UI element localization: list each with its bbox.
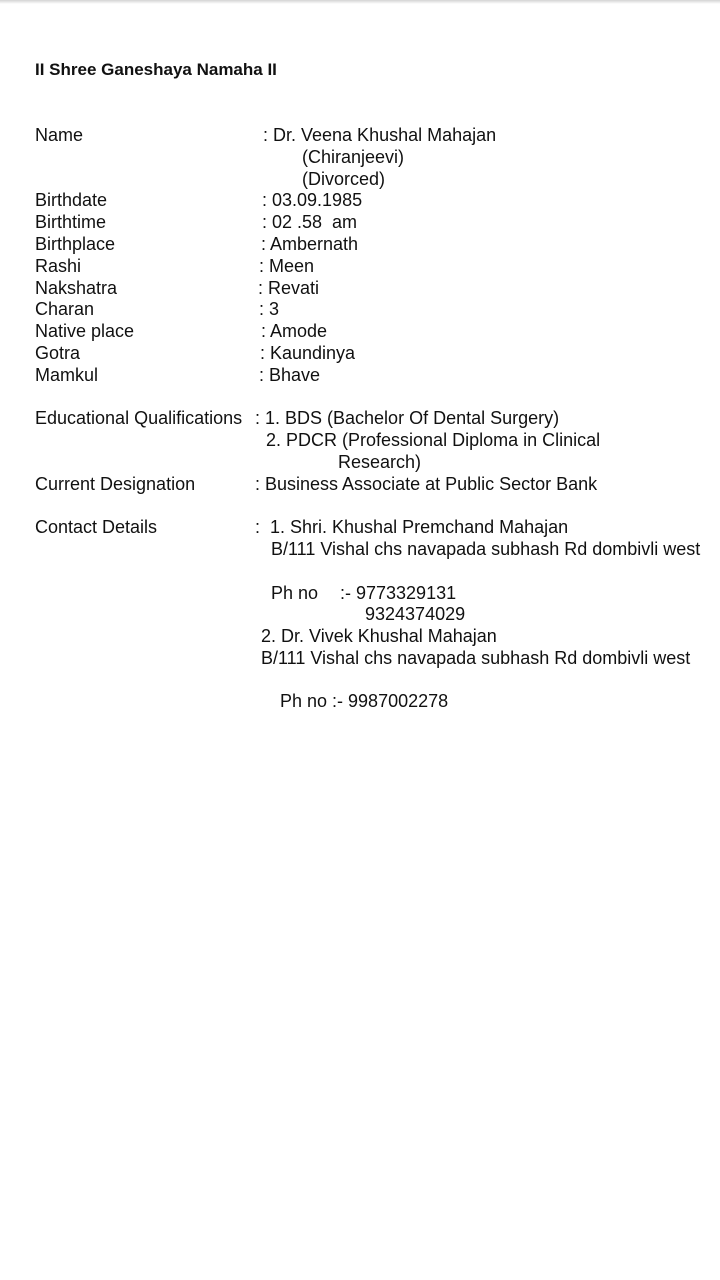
top-edge-shadow [0,0,720,4]
gotra-value: : Kaundinya [260,343,356,363]
charan-value: : 3 [259,299,280,319]
education-item-pdcr-continued: Research) [338,452,422,472]
name-value: : Dr. Veena Khushal Mahajan [263,125,497,145]
charan-label: Charan [35,299,95,319]
birthplace-label: Birthplace [35,234,116,254]
gotra-label: Gotra [35,343,81,363]
rashi-value: : Meen [259,256,315,276]
rashi-label: Rashi [35,256,82,276]
birthtime-value: : 02 .58 am [262,212,358,232]
document-heading: II Shree Ganeshaya Namaha II [35,60,277,79]
contact-label: Contact Details [35,517,158,537]
contact-1-phone-2: 9324374029 [365,604,466,624]
contact-1-phone-label: Ph no [271,583,319,603]
education-item-bds: : 1. BDS (Bachelor Of Dental Surgery) [255,408,560,428]
designation-label: Current Designation [35,474,196,494]
nakshatra-label: Nakshatra [35,278,118,298]
native-place-value: : Amode [261,321,328,341]
name-extra-chiranjeevi: (Chiranjeevi) [302,147,405,167]
birthdate-label: Birthdate [35,190,108,210]
birthtime-label: Birthtime [35,212,107,232]
contact-1-address: B/111 Vishal chs navapada subhash Rd dombivli west [271,539,701,559]
mamkul-label: Mamkul [35,365,99,385]
contact-1-phone-1: :- 9773329131 [340,583,457,603]
birthdate-value: : 03.09.1985 [262,190,363,210]
name-label: Name [35,125,84,145]
contact-2-phone: Ph no :- 9987002278 [280,691,449,711]
name-extra-divorced: (Divorced) [302,169,386,189]
native-place-label: Native place [35,321,135,341]
contact-1-name: : 1. Shri. Khushal Premchand Mahajan [255,517,569,537]
contact-2-name: 2. Dr. Vivek Khushal Mahajan [261,626,497,646]
education-item-pdcr: 2. PDCR (Professional Diploma in Clinical [266,430,601,450]
birthplace-value: : Ambernath [261,234,359,254]
nakshatra-value: : Revati [258,278,320,298]
mamkul-value: : Bhave [259,365,321,385]
designation-value: : Business Associate at Public Sector Bank [255,474,598,494]
education-label: Educational Qualifications [35,408,243,428]
contact-2-address: B/111 Vishal chs navapada subhash Rd dombivli west [261,648,691,668]
